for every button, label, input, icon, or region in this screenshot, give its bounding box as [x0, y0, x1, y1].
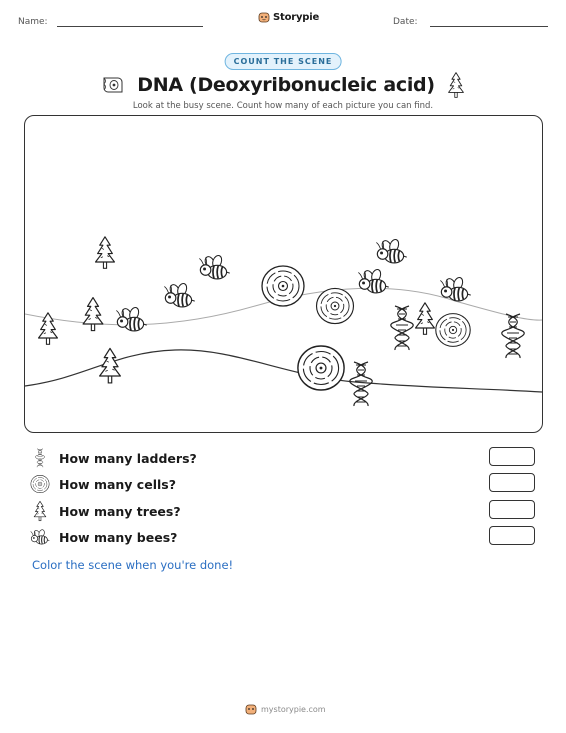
date-field[interactable]	[430, 26, 548, 27]
count-scene	[24, 115, 543, 433]
scene-illustration	[25, 116, 542, 432]
question-bees	[30, 526, 536, 548]
question-text: How many cells?	[59, 476, 176, 492]
question-text: How many bees?	[59, 529, 178, 545]
tree-icon	[447, 71, 465, 99]
storypie-mascot-icon	[258, 11, 270, 23]
cell-3	[436, 314, 470, 347]
badge: COUNT THE SCENE	[225, 53, 342, 70]
ladder-1	[391, 306, 413, 350]
hill-line-front	[25, 350, 542, 392]
page-title: DNA (Deoxyribonucleic acid)	[137, 74, 435, 96]
tree-icon	[30, 501, 50, 521]
question-text: How many ladders?	[59, 450, 197, 466]
cell-icon	[30, 474, 50, 494]
date-label: Date:	[393, 17, 418, 27]
storypie-mascot-icon	[245, 703, 257, 715]
ladder-icon	[30, 448, 50, 468]
title-row	[0, 71, 566, 99]
bee-5	[358, 268, 388, 293]
tree-5	[416, 303, 435, 335]
tree-4	[100, 348, 121, 383]
cell-4	[298, 346, 344, 390]
answer-box-bees[interactable]	[489, 526, 535, 545]
cell-slice-icon	[101, 73, 125, 97]
footer-brand	[245, 703, 326, 715]
answer-box-ladders[interactable]	[489, 447, 535, 466]
bee-6	[440, 276, 470, 301]
question-trees	[30, 500, 536, 522]
name-field[interactable]	[57, 26, 203, 27]
question-ladders	[30, 447, 536, 469]
question-cells	[30, 473, 536, 495]
tree-1	[96, 237, 115, 268]
bee-2	[164, 282, 194, 307]
brand-logo	[258, 11, 319, 23]
bee-1	[116, 306, 146, 331]
cell-2	[317, 288, 354, 323]
bee-4	[376, 238, 406, 263]
tree-2	[83, 298, 103, 331]
name-label: Name:	[18, 17, 48, 27]
answer-box-trees[interactable]	[489, 500, 535, 519]
cell-1	[262, 266, 304, 306]
bee-3	[199, 254, 229, 279]
ladder-2	[502, 314, 524, 358]
ladder-3	[350, 362, 372, 406]
bee-icon	[30, 527, 50, 547]
footer-url: mystorypie.com	[261, 704, 326, 714]
brand-name: Storypie	[273, 11, 320, 23]
color-instruction: Color the scene when you're done!	[32, 558, 234, 572]
question-text: How many trees?	[59, 503, 181, 519]
instructions: Look at the busy scene. Count how many of each picture you can find.	[132, 101, 434, 111]
answer-box-cells[interactable]	[489, 473, 535, 492]
